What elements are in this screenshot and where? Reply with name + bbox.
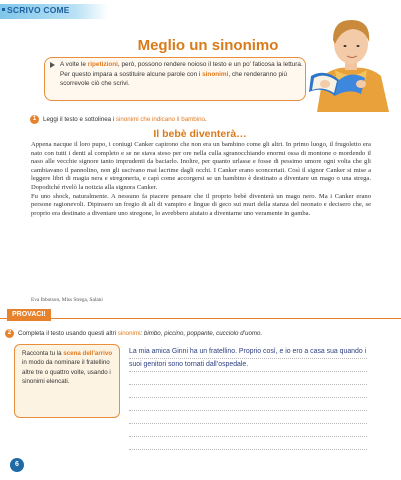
exercise-1-number: 1 [30,115,39,124]
provaci-divider [0,318,401,319]
story-source: Eva Ibbotson, Miss Strega, Salani [31,297,103,303]
exercise-1-text-b: . [205,116,207,123]
exercise-1-text-a: Leggi il testo e sottolinea i [43,116,116,123]
hint-highlight: scena dell’arrivo [63,350,113,357]
exercise-1-instruction [43,116,207,123]
intro-part1: A volte le [60,61,88,68]
write-line [129,371,367,372]
story-title: Il bebè diventerà… [153,128,247,140]
write-line [129,449,367,450]
write-line [129,384,367,385]
story-paragraph-2: Fu uno shock, naturalmente. A nessuno fa piacere pensare che il proprio bebè diventerà un mago nero. Ma i Canker erano persone ragionevoli. Dipinsero un fregio di ali di vampiro e lingue di geco sui muri della stanza del neonato e decisero che, se proprio era destinato a diventare uno stregone, lo avrebbero aiutato a diventarne uno veramente in gamba. [31,192,371,217]
story-body [31,141,371,218]
page-number: 6 [10,458,24,472]
intro-part2: , però, possono rendere noioso il testo e un po’ faticosa la lettura. Per questo impara a sostituire alcune parole con i [60,61,303,78]
exercise-2-highlight: sinonimi [117,330,141,337]
exercise-2-number: 2 [5,329,14,338]
exercise-2-instruction [18,330,262,337]
boy-reading-illustration [305,10,397,112]
provaci-label: PROVACI! [7,309,51,321]
hint-text [22,349,116,387]
write-line [129,436,367,437]
exercise-2-words: : bimbo, piccino, poppante, cucciolo d’uomo. [140,330,263,337]
written-answer[interactable]: La mia amica Ginni ha un fratellino. Proprio così, e io ero a casa sua quando i suoi genitori sono tornati dall’ospedale. [129,348,367,368]
intro-part3: , che renderanno più scorrevole ciò che scrivi. [60,70,287,88]
write-line [129,423,367,424]
section-label: SCRIVO COME [7,5,70,15]
intro-highlight-sinonimi: sinonimi [202,70,229,78]
exercise-1-highlight: sinonimi che indicano il bambino [115,116,206,123]
page-title: Meglio un sinonimo [137,37,279,54]
hint-part2: in modo da nominare il fratellino altre tre o quattro volte, usando i sinonimi elencati. [22,359,111,386]
hint-part1: Racconta tu la [22,350,64,357]
intro-text [60,60,304,89]
provaci-banner [0,307,401,321]
exercise-2-text-a: Completa il testo usando questi altri [18,330,118,337]
intro-highlight-ripetizioni: ripetizioni [87,61,118,68]
arrow-icon [50,62,55,68]
story-paragraph-1: Appena nacque il loro pupo, i coniugi Canker capirono che non era un bambino come gli altri. In primo luogo, il frugoletto era nato con tutti i denti al completo e se ne stava steso per ore nella culla sgranocchiando enormi ossa di montone o mordendo il naso alle vecchie signore tanto imprudenti da baciarlo. Inoltre, per quanto urlasse e fosse di pessimo umore ogni volta che gli cambiavano il pannolino, non gli uscivano mai lacrime dagli occhi. I Canker erano sconcertati. Così il signor Canker si mise a leggere libri di magia nera e stregoneria, e capì come accorgersi se un bambino è destinato a diventare un mago o una strega. Dopodiché rivelò la notizia alla signora Canker. [31,141,371,191]
write-line [129,410,367,411]
write-line [129,397,367,398]
